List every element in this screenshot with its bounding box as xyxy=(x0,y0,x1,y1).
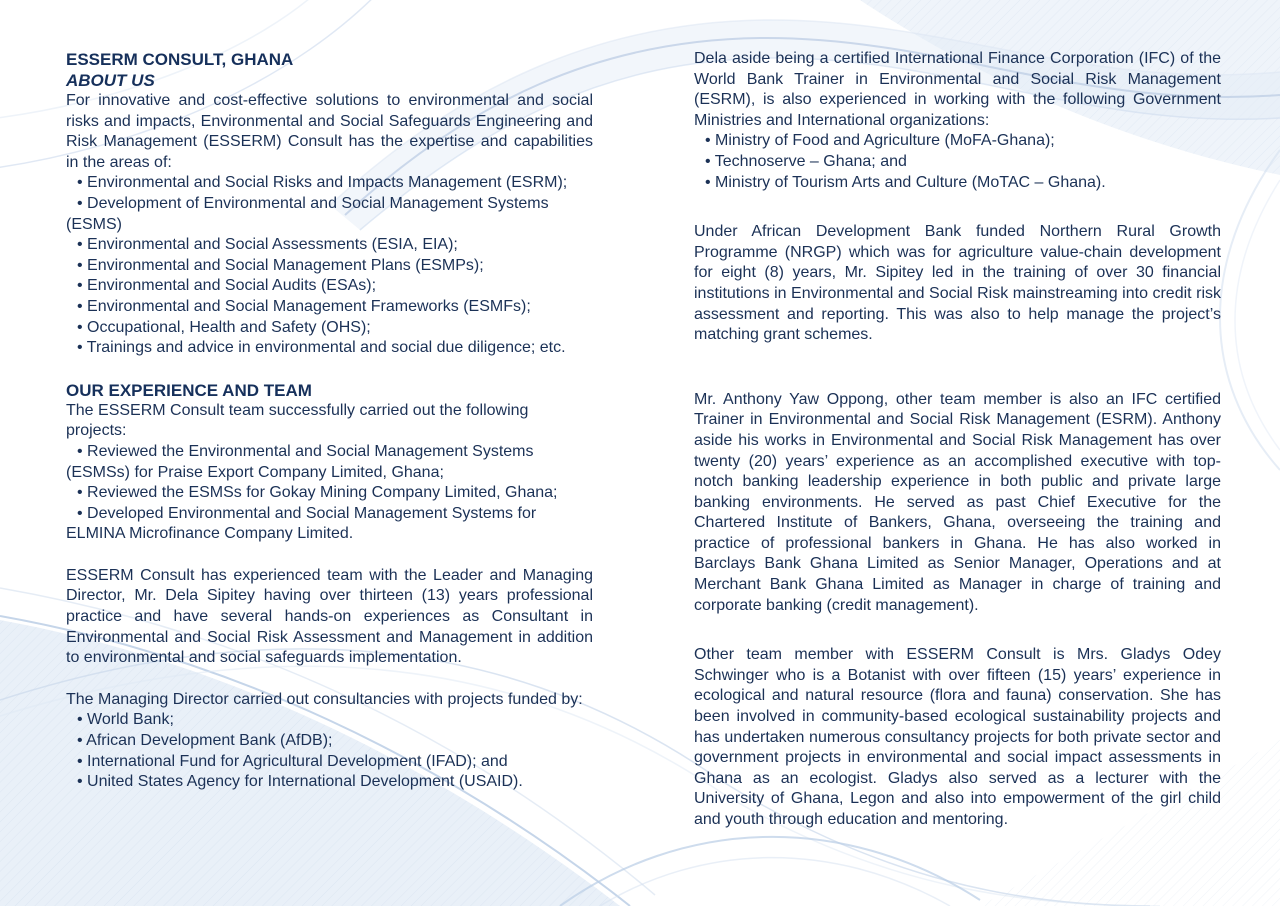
experience-intro-paragraph: The ESSERM Consult team successfully carried out the following projects: xyxy=(66,401,529,440)
team-paragraph: ESSERM Consult has experienced team with the Leader and Managing Director, Mr. Dela Sipitey having over thirteen (13) years professional practice and have several hands-on experiences as Consultant in Environmental and Social Risk Assessment and Management in addition to environmental and social safeguards implementation. xyxy=(66,566,593,667)
nrgp-paragraph: Under African Development Bank funded Northern Rural Growth Programme (NRGP) which was for agriculture value-chain development for eight (8) years, Mr. Sipitey led in the training of over 30 financial institutions in Environmental and Social Risk mainstreaming into credit risk assessment and reporting. This was also to help manage the project’s matching grant schemes. xyxy=(694,223,1221,344)
spacer xyxy=(66,359,593,380)
about-us-subheading: ABOUT US xyxy=(66,71,155,90)
capability-item: • Environmental and Social Management Plans (ESMPs); xyxy=(77,256,484,274)
spacer xyxy=(694,193,1221,222)
capability-item: • Environmental and Social Risks and Impacts Management (ESRM); xyxy=(77,174,568,192)
capability-item: • Environmental and Social Audits (ESAs); xyxy=(77,277,377,295)
left-column xyxy=(66,49,593,793)
experience-heading: OUR EXPERIENCE AND TEAM xyxy=(66,380,312,400)
spacer xyxy=(694,616,1221,645)
funder-item: • World Bank; xyxy=(77,711,174,729)
funder-item: • United States Agency for International Development (USAID). xyxy=(77,773,523,791)
organization-item: • Technoserve – Ghana; and xyxy=(705,152,907,170)
dela-experience-paragraph: Dela aside being a certified International Finance Corporation (IFC) of the World Bank Trainer in Environmental and Social Risk Management (ESRM), is also experienced in working with the following Government Ministries and International organizations: xyxy=(694,50,1221,129)
organization-item: • Ministry of Food and Agriculture (MoFA-Ghana); xyxy=(705,132,1055,150)
about-intro-paragraph: For innovative and cost-effective solutions to environmental and social risks and impacts, Environmental and Social Safeguards Engineering and Risk Management (ESSERM) Consult has the expertise and capabilities in the areas of: xyxy=(66,92,593,171)
spacer xyxy=(66,545,593,566)
spacer xyxy=(66,669,593,690)
capability-item: • Development of Environmental and Social Management Systems (ESMS) xyxy=(66,194,549,233)
right-column xyxy=(694,49,1221,831)
capability-item: • Trainings and advice in environmental and social due diligence; etc. xyxy=(77,339,566,357)
funder-item: • International Fund for Agricultural Development (IFAD); and xyxy=(77,752,508,770)
capability-item: • Environmental and Social Management Frameworks (ESMFs); xyxy=(77,297,531,315)
project-item: • Reviewed the ESMSs for Gokay Mining Company Limited, Ghana; xyxy=(77,484,558,502)
project-item: • Reviewed the Environmental and Social Management Systems (ESMSs) for Praise Export Company Limited, Ghana; xyxy=(66,442,534,481)
anthony-oppong-paragraph: Mr. Anthony Yaw Oppong, other team member is also an IFC certified Trainer in Environmental and Social Risk Management (ESRM). Anthony aside his works in Environmental and Social Risk Management has over twenty (20) years’ experience as an accomplished executive with top-notch banking leadership experience in both public and private large banking environments. He served as past Chief Executive for the Chartered Institute of Bankers, Ghana, overseeing the training and practice of professional bankers in Ghana. He has also worked in Barclays Bank Ghana Limited as Senior Manager, Operations and at Merchant Bank Ghana Limited as Manager in charge of training and corporate banking (credit management). xyxy=(694,390,1221,614)
capability-item: • Occupational, Health and Safety (OHS); xyxy=(77,318,371,336)
capability-item: • Environmental and Social Assessments (ESIA, EIA); xyxy=(77,236,458,254)
company-heading: ESSERM CONSULT, GHANA xyxy=(66,50,294,69)
gladys-schwinger-paragraph: Other team member with ESSERM Consult is Mrs. Gladys Odey Schwinger who is a Botanist with over fifteen (15) years’ experience in ecological and natural resource (flora and fauna) conservation. She has been involved in community-based ecological sustainability projects and has undertaken numerous consultancy projects for both private sector and government projects in environmental and social impact assessments in Ghana as an ecologist. Gladys also served as a lecturer with the University of Ghana, Legon and also into empowerment of the girl child and youth through education and mentoring. xyxy=(694,646,1221,828)
spacer xyxy=(694,346,1221,390)
organization-item: • Ministry of Tourism Arts and Culture (MoTAC – Ghana). xyxy=(705,173,1106,191)
funder-item: • African Development Bank (AfDB); xyxy=(77,732,333,750)
funding-intro-paragraph: The Managing Director carried out consultancies with projects funded by: xyxy=(66,690,583,708)
project-item: • Developed Environmental and Social Management Systems for ELMINA Microfinance Company Limited. xyxy=(66,504,537,543)
